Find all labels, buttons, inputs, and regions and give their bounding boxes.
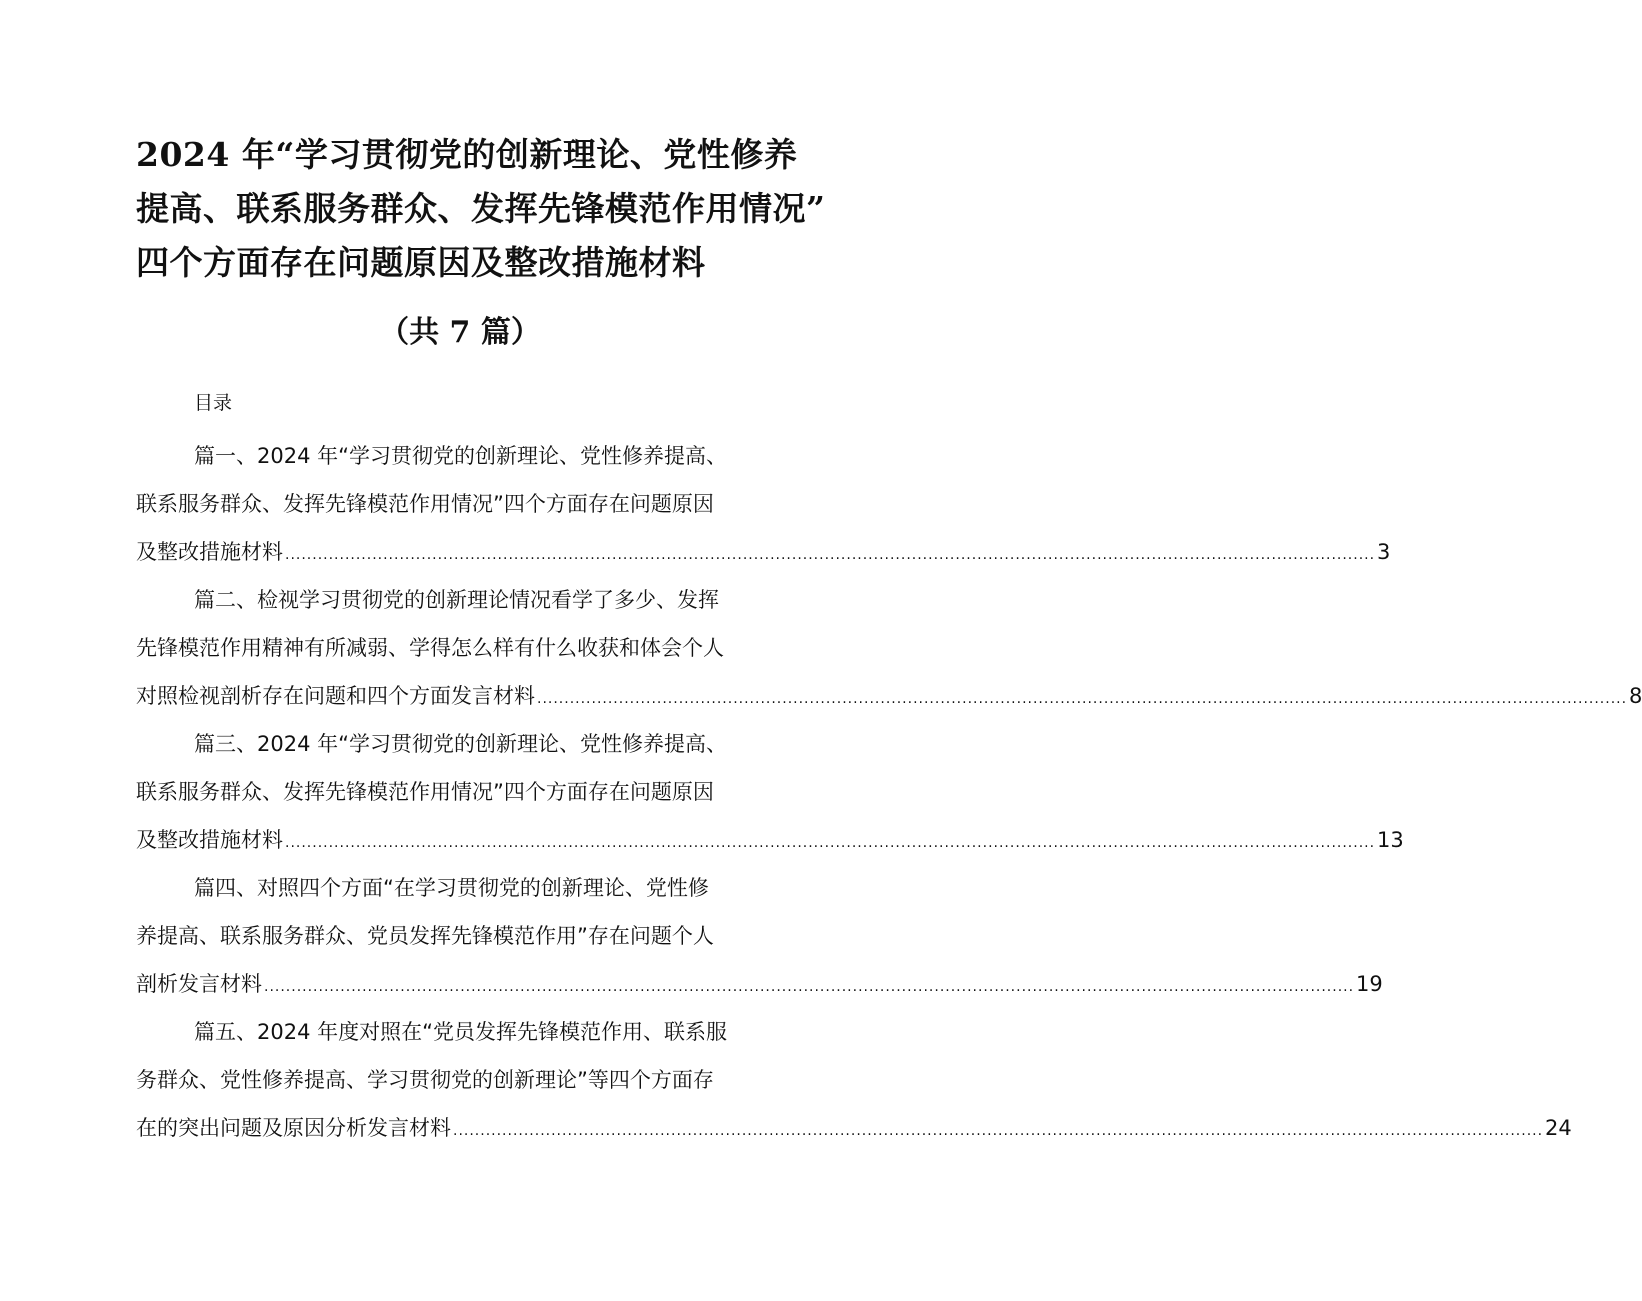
toc-leader-dots: ........................................................................................................................................................................................................ (285, 547, 1376, 563)
toc-entry-last-line (136, 1104, 1572, 1152)
toc-entry-line: 对照检视剖析存在问题和四个方面发言材料 (136, 684, 535, 708)
toc-entry-line: 在的突出问题及原因分析发言材料 (136, 1116, 451, 1140)
toc-page-number: 13 (1377, 828, 1404, 852)
toc-entry-line: 先锋模范作用精神有所减弱、学得怎么样有什么收获和体会个人 (136, 636, 724, 660)
toc-entry-line: 剖析发言材料 (136, 972, 262, 996)
toc-entry-line: 联系服务群众、发挥先锋模范作用情况”四个方面存在问题原因 (136, 492, 714, 516)
toc-entry-line: 及整改措施材料 (136, 540, 283, 564)
toc-leader-dots: ........................................................................................................................................................................................................ (537, 691, 1628, 707)
toc-entry[interactable] (136, 1008, 1572, 1152)
table-of-contents (136, 432, 1642, 1152)
toc-leader-dots: ........................................................................................................................................................................................................ (264, 979, 1355, 995)
article-count: （共 7 篇） (379, 315, 541, 350)
toc-page-number: 24 (1545, 1116, 1572, 1140)
toc-entry[interactable] (136, 576, 1642, 720)
toc-entry-line: 务群众、党性修养提高、学习贯彻党的创新理论”等四个方面存 (136, 1068, 714, 1092)
toc-page-number: 19 (1356, 972, 1383, 996)
title-line: 四个方面存在问题原因及整改措施材料 (136, 243, 706, 282)
toc-entry-line: 篇三、2024 年“学习贯彻党的创新理论、党性修养提高、 (194, 732, 727, 756)
toc-entry-line: 及整改措施材料 (136, 828, 283, 852)
toc-entry-last-line (136, 672, 1642, 720)
toc-entry-line: 篇二、检视学习贯彻党的创新理论情况看学了多少、发挥 (194, 588, 719, 612)
toc-entry[interactable] (136, 864, 1383, 1008)
toc-leader-dots: ........................................................................................................................................................................................................ (453, 1123, 1544, 1139)
toc-entry-line: 养提高、联系服务群众、党员发挥先锋模范作用”存在问题个人 (136, 924, 714, 948)
toc-page-number: 8 (1629, 684, 1642, 708)
toc-entry-last-line (136, 528, 1391, 576)
document-title (136, 128, 826, 290)
toc-entry-last-line (136, 816, 1404, 864)
toc-entry-line: 篇一、2024 年“学习贯彻党的创新理论、党性修养提高、 (194, 444, 727, 468)
toc-entry[interactable] (136, 720, 1404, 864)
toc-entry-last-line (136, 960, 1383, 1008)
toc-entry-line: 篇五、2024 年度对照在“党员发挥先锋模范作用、联系服 (194, 1020, 727, 1044)
title-line: 提高、联系服务群众、发挥先锋模范作用情况” (136, 189, 826, 228)
toc-heading: 目录 (194, 392, 233, 414)
toc-entry-line: 联系服务群众、发挥先锋模范作用情况”四个方面存在问题原因 (136, 780, 714, 804)
title-line: 2024 年“学习贯彻党的创新理论、党性修养 (136, 135, 798, 174)
toc-page-number: 3 (1377, 540, 1391, 564)
toc-leader-dots: ........................................................................................................................................................................................................ (285, 835, 1376, 851)
toc-entry[interactable] (136, 432, 1391, 576)
toc-entry-line: 篇四、对照四个方面“在学习贯彻党的创新理论、党性修 (194, 876, 709, 900)
